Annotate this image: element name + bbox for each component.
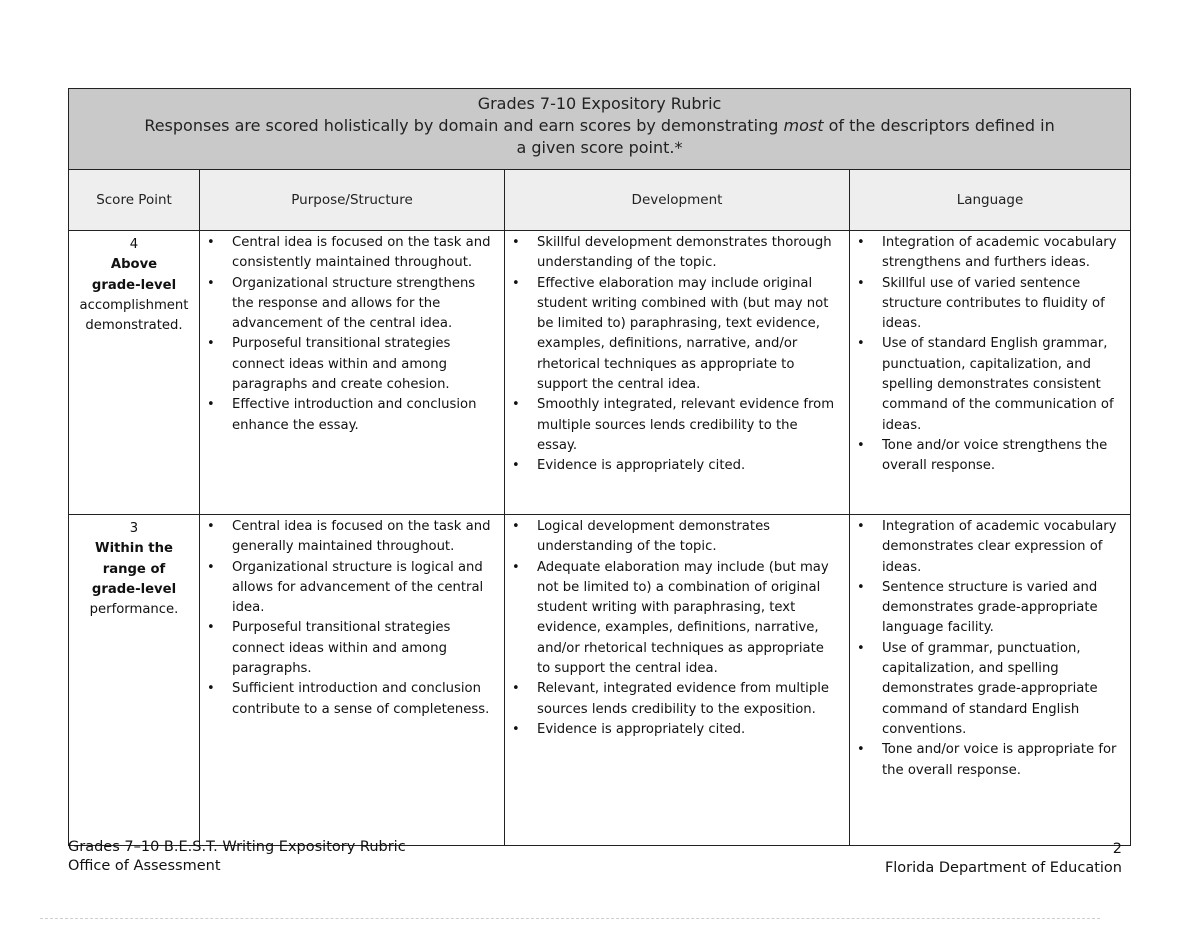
descriptor-item: • Integration of academic vocabulary strengthens and furthers ideas. <box>882 233 1122 274</box>
page-number: 2 <box>1112 841 1122 857</box>
descriptor-item: • Organizational structure is logical and allows for advancement of the central idea. <box>232 558 496 619</box>
purpose-structure-cell <box>200 515 505 846</box>
descriptor-item: • Purposeful transitional strategies connect ideas within and among paragraphs. <box>232 618 496 679</box>
rubric-subtitle <box>69 115 1130 137</box>
column-header-row <box>69 170 1131 231</box>
descriptor-item: • Logical development demonstrates understanding of the topic. <box>537 517 841 558</box>
score-point-cell <box>69 231 200 515</box>
descriptor-item: • Tone and/or voice is appropriate for the overall response. <box>882 740 1122 781</box>
language-cell <box>850 231 1131 515</box>
rubric-title: Grades 7-10 Expository Rubric <box>477 94 722 113</box>
descriptor-item: • Central idea is focused on the task and generally maintained throughout. <box>232 517 496 558</box>
descriptor-item: • Relevant, integrated evidence from multiple sources lends credibility to the exposition. <box>537 679 841 720</box>
purpose-structure-cell <box>200 231 505 515</box>
score-row-3 <box>69 515 1131 846</box>
subtitle-text-1: Responses are scored holistically by domain and earn scores by demonstrating <box>144 116 784 135</box>
score-label: performance. <box>89 602 179 618</box>
score-row-4 <box>69 231 1131 515</box>
rubric-title-banner <box>69 89 1131 170</box>
header-score-point: Score Point <box>69 170 200 231</box>
descriptor-list <box>505 515 849 740</box>
footer-doc-title: Grades 7–10 B.E.S.T. Writing Expository Rubric <box>68 839 406 855</box>
descriptor-item: • Smoothly integrated, relevant evidence from multiple sources lends credibility to the essay. <box>537 395 841 456</box>
score-label: accomplishment <box>79 297 189 313</box>
score-label-bold: Above <box>110 257 158 273</box>
descriptor-item: • Effective elaboration may include original student writing combined with (but may not be limited to) paraphrasing, text evidence, examples, definitions, narrative, and/or rhetorical techniques as appropriate to support the central idea. <box>537 274 841 396</box>
footer-right <box>885 840 1122 878</box>
descriptor-item: • Sufficient introduction and conclusion contribute to a sense of completeness. <box>232 679 496 720</box>
descriptor-item: • Adequate elaboration may include (but may not be limited to) a combination of original student writing with paraphrasing, text evidence, examples, definitions, narrative, and/or rhetorical techniques as appropriate to support the central idea. <box>537 558 841 680</box>
descriptor-item: • Evidence is appropriately cited. <box>537 456 841 476</box>
header-purpose-structure: Purpose/Structure <box>200 170 505 231</box>
score-label-bold: grade-level <box>91 581 177 597</box>
footer-office: Office of Assessment <box>68 858 221 874</box>
development-cell <box>505 231 850 515</box>
score-label-bold: grade-level <box>91 277 177 293</box>
footer-department: Florida Department of Education <box>884 860 1122 876</box>
scan-edge-divider <box>40 918 1100 919</box>
descriptor-item: • Purposeful transitional strategies connect ideas within and among paragraphs and create cohesion. <box>232 334 496 395</box>
rubric-table <box>68 88 1131 846</box>
subtitle-text-2: of the descriptors defined in <box>823 116 1055 135</box>
header-development: Development <box>505 170 850 231</box>
descriptor-item: • Central idea is focused on the task and consistently maintained throughout. <box>232 233 496 274</box>
rubric-subtitle-line2: a given score point.* <box>516 138 683 157</box>
descriptor-list <box>850 515 1130 781</box>
descriptor-list <box>505 231 849 477</box>
score-label: demonstrated. <box>85 318 183 334</box>
score-label-bold: Within the <box>95 541 173 557</box>
descriptor-item: • Skillful development demonstrates thorough understanding of the topic. <box>537 233 841 274</box>
descriptor-item: • Organizational structure strengthens the response and allows for the advancement of the central idea. <box>232 274 496 335</box>
score-label-bold: range of <box>102 561 166 577</box>
descriptor-list <box>200 231 504 436</box>
score-value: 3 <box>129 521 139 536</box>
descriptor-item: • Sentence structure is varied and demonstrates grade-appropriate language facility. <box>882 578 1122 639</box>
descriptor-item: • Tone and/or voice strengthens the overall response. <box>882 436 1122 477</box>
footer-left <box>68 838 406 876</box>
descriptor-item: • Integration of academic vocabulary demonstrates clear expression of ideas. <box>882 517 1122 578</box>
descriptor-item: • Skillful use of varied sentence structure contributes to fluidity of ideas. <box>882 274 1122 335</box>
subtitle-emphasis: most <box>783 116 824 135</box>
language-cell <box>850 515 1131 846</box>
header-language: Language <box>850 170 1131 231</box>
development-cell <box>505 515 850 846</box>
score-value: 4 <box>129 237 139 252</box>
descriptor-item: • Evidence is appropriately cited. <box>537 720 841 740</box>
descriptor-list <box>850 231 1130 477</box>
descriptor-item: • Use of standard English grammar, punctuation, capitalization, and spelling demonstrates consistent command of the communication of ideas. <box>882 334 1122 435</box>
descriptor-item: • Effective introduction and conclusion enhance the essay. <box>232 395 496 436</box>
score-point-cell <box>69 515 200 846</box>
descriptor-list <box>200 515 504 720</box>
descriptor-item: • Use of grammar, punctuation, capitalization, and spelling demonstrates grade-appropriate command of standard English conventions. <box>882 639 1122 740</box>
